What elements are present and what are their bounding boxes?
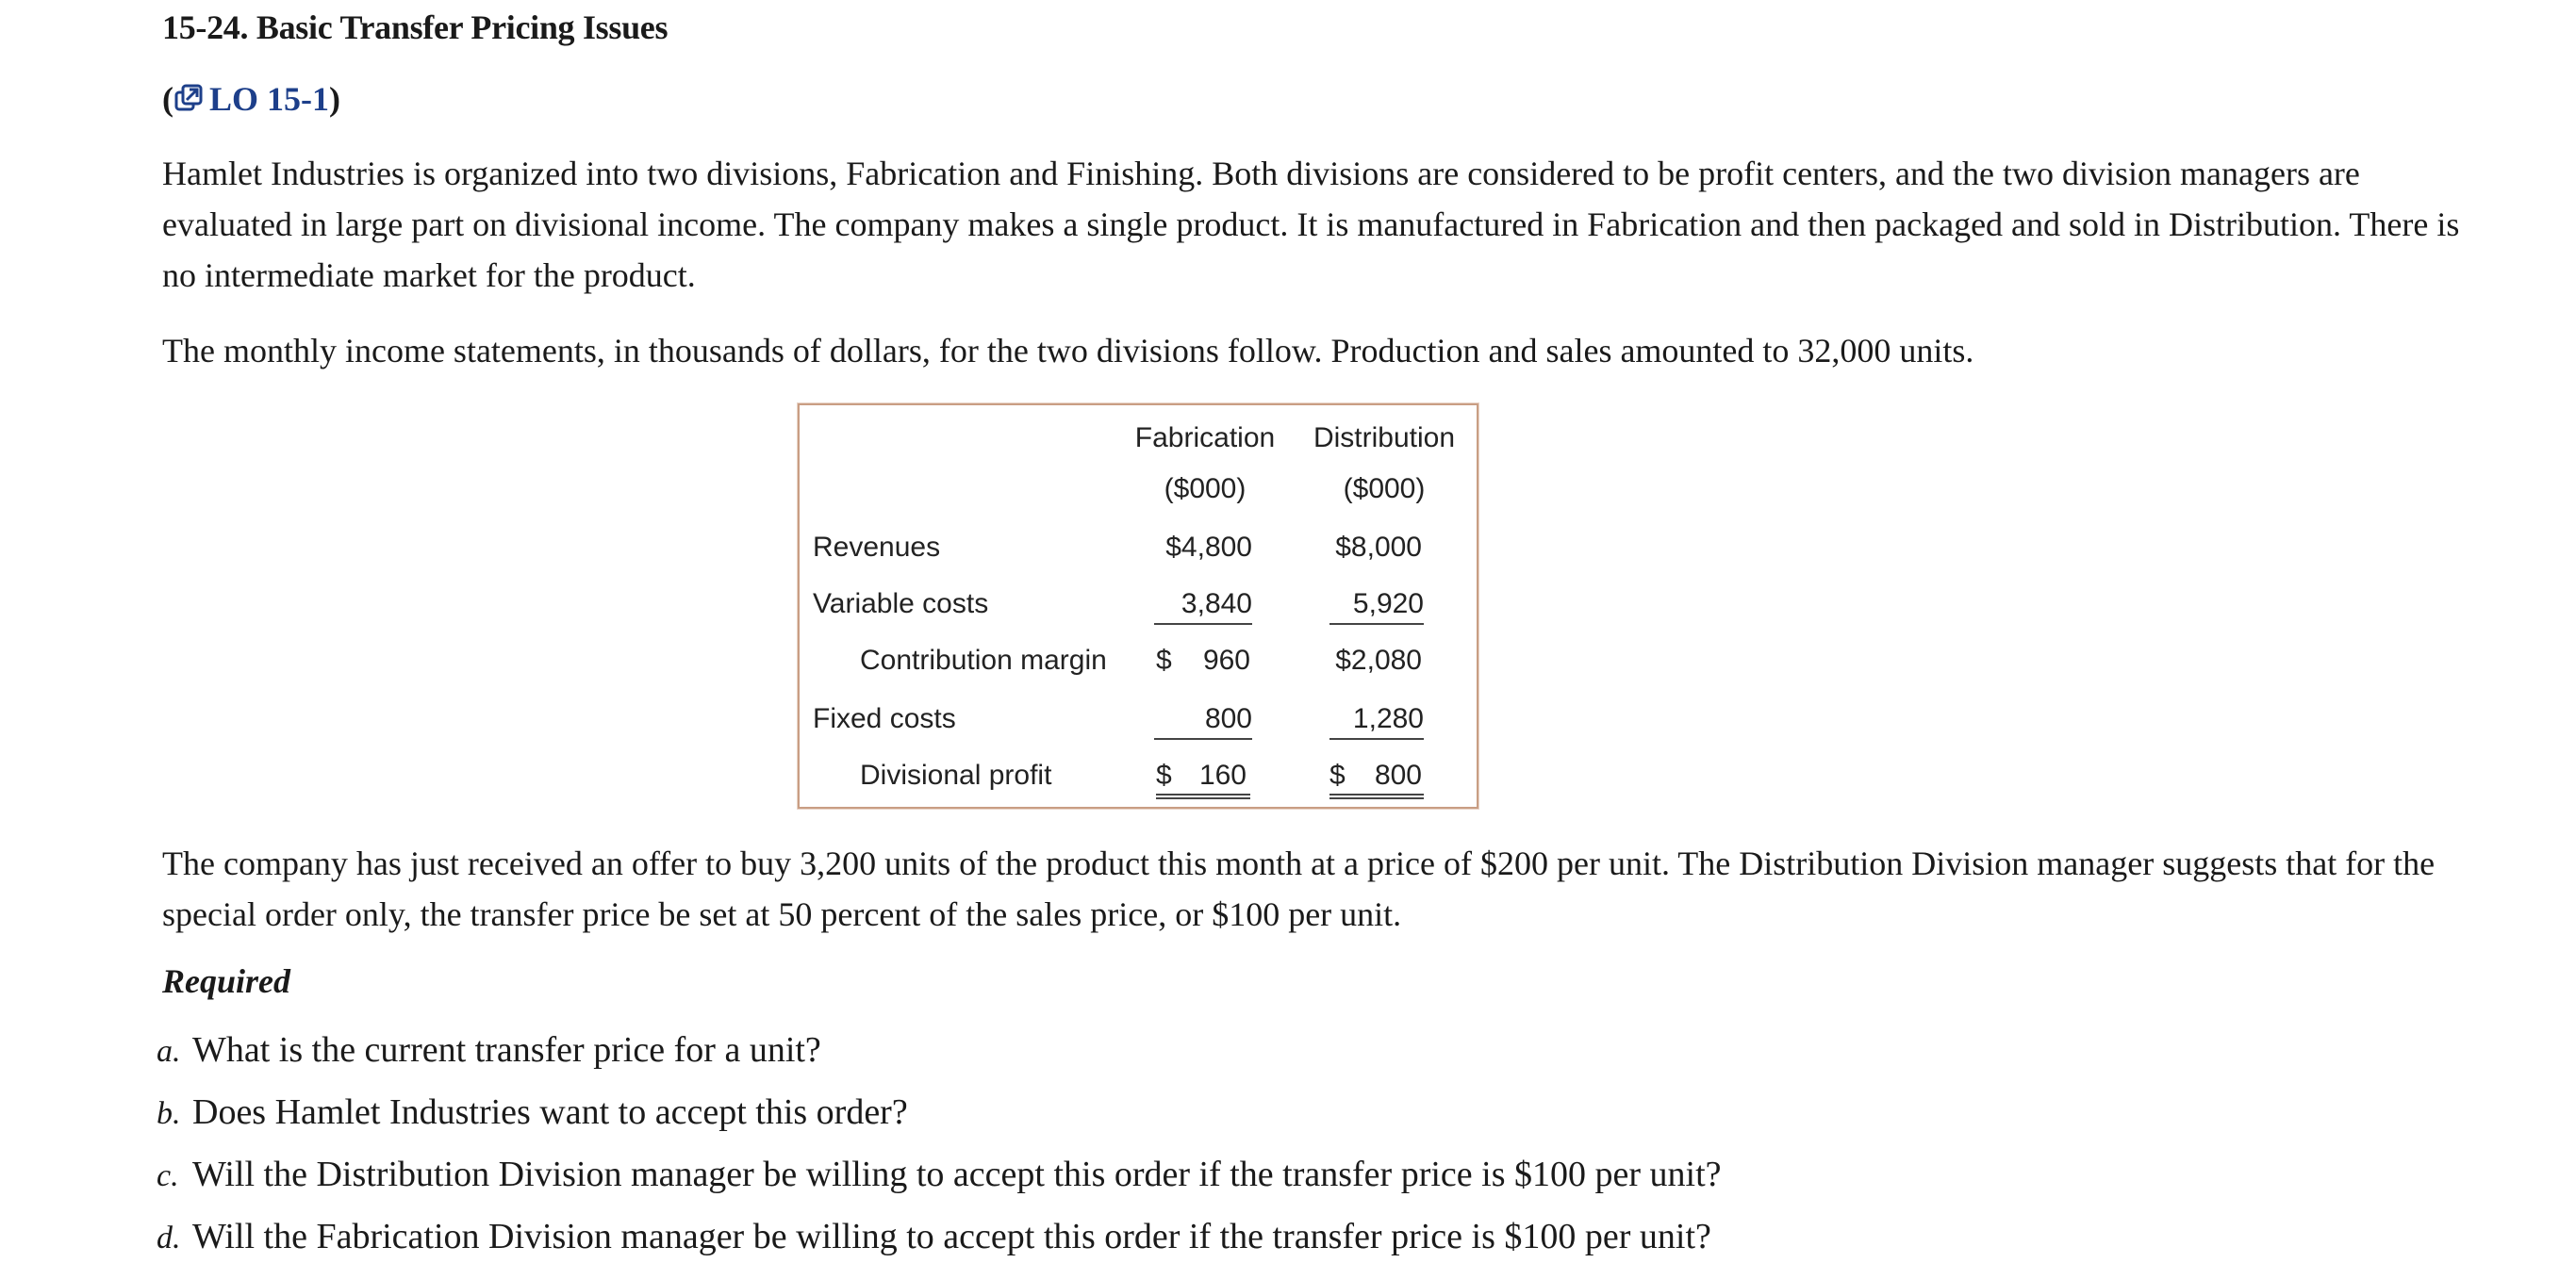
learning-objective-label: LO 15-1	[209, 80, 330, 118]
divisional-profit-distribution: 800	[1374, 760, 1422, 791]
contribution-margin-fabrication: 960	[1202, 645, 1250, 676]
variable-costs-distribution: 5,920	[1329, 588, 1424, 625]
question-c	[157, 1154, 1722, 1195]
question-text: Will the Distribution Division manager be willing to accept this order if the transfer price is $100 per unit?	[192, 1155, 1722, 1194]
contribution-margin-distribution: $2,080	[1335, 645, 1422, 676]
question-d	[157, 1216, 1711, 1257]
column-header-fabrication: Fabrication	[1134, 422, 1276, 453]
question-text: Does Hamlet Industries want to accept this order?	[192, 1092, 908, 1132]
divisional-profit-fabrication: 160	[1198, 760, 1247, 791]
revenues-fabrication: $4,800	[1165, 532, 1252, 563]
revenues-distribution: $8,000	[1335, 532, 1422, 563]
divisional-profit-distribution-sign: $	[1329, 760, 1346, 791]
row-label-contribution-margin: Contribution margin	[860, 645, 1107, 676]
row-label-fixed-costs: Fixed costs	[813, 703, 956, 734]
required-heading: Required	[162, 962, 291, 1000]
external-link-icon	[173, 84, 204, 112]
question-letter: b.	[157, 1096, 181, 1131]
column-unit-fabrication: ($000)	[1164, 473, 1247, 504]
fixed-costs-fabrication: 800	[1154, 703, 1252, 740]
intro-paragraph: Hamlet Industries is organized into two divisions, Fabrication and Finishing. Both divisions are considered to be profit centers, and the two division managers are evaluated in large part on divisional income. The company makes a single product. It is manufactured in Fabrication and then packaged and sold in Distribution. There is no intermediate market for the product.	[162, 155, 2460, 294]
question-text: Will the Fabrication Division manager be willing to accept this order if the transfer price is $100 per unit?	[192, 1217, 1711, 1256]
lo-close-paren: )	[329, 80, 341, 118]
question-text: What is the current transfer price for a unit?	[192, 1030, 821, 1070]
fixed-costs-distribution: 1,280	[1329, 703, 1424, 740]
problem-title: 15-24. Basic Transfer Pricing Issues	[162, 8, 669, 46]
divisional-profit-distribution-cell	[1329, 760, 1424, 799]
contribution-margin-fabrication-sign: $	[1156, 645, 1172, 676]
lo-open-paren: (	[162, 80, 173, 118]
learning-objective-link[interactable]	[173, 80, 329, 118]
row-label-divisional-profit: Divisional profit	[860, 760, 1052, 791]
column-header-distribution: Distribution	[1313, 422, 1456, 453]
question-b	[157, 1091, 908, 1133]
divisional-profit-fabrication-cell	[1156, 760, 1250, 799]
question-a	[157, 1029, 821, 1071]
statement-paragraph: The monthly income statements, in thousands of dollars, for the two divisions follow. Production and sales amounted to 32,000 units.	[162, 332, 1974, 369]
question-letter: d.	[157, 1221, 181, 1255]
question-letter: c.	[157, 1158, 179, 1193]
row-label-revenues: Revenues	[813, 532, 941, 563]
income-statement-table	[798, 403, 1478, 809]
column-unit-distribution: ($000)	[1343, 473, 1426, 504]
variable-costs-fabrication: 3,840	[1154, 588, 1252, 625]
row-label-variable-costs: Variable costs	[813, 588, 989, 619]
question-letter: a.	[157, 1034, 181, 1069]
offer-paragraph: The company has just received an offer to buy 3,200 units of the product this month at a price of $200 per unit. The Distribution Division manager suggests that for the special order only, the transfer price be set at 50 percent of the sales price, or $100 per unit.	[162, 845, 2436, 933]
learning-objective-line	[162, 79, 340, 119]
divisional-profit-fabrication-sign: $	[1156, 760, 1172, 791]
